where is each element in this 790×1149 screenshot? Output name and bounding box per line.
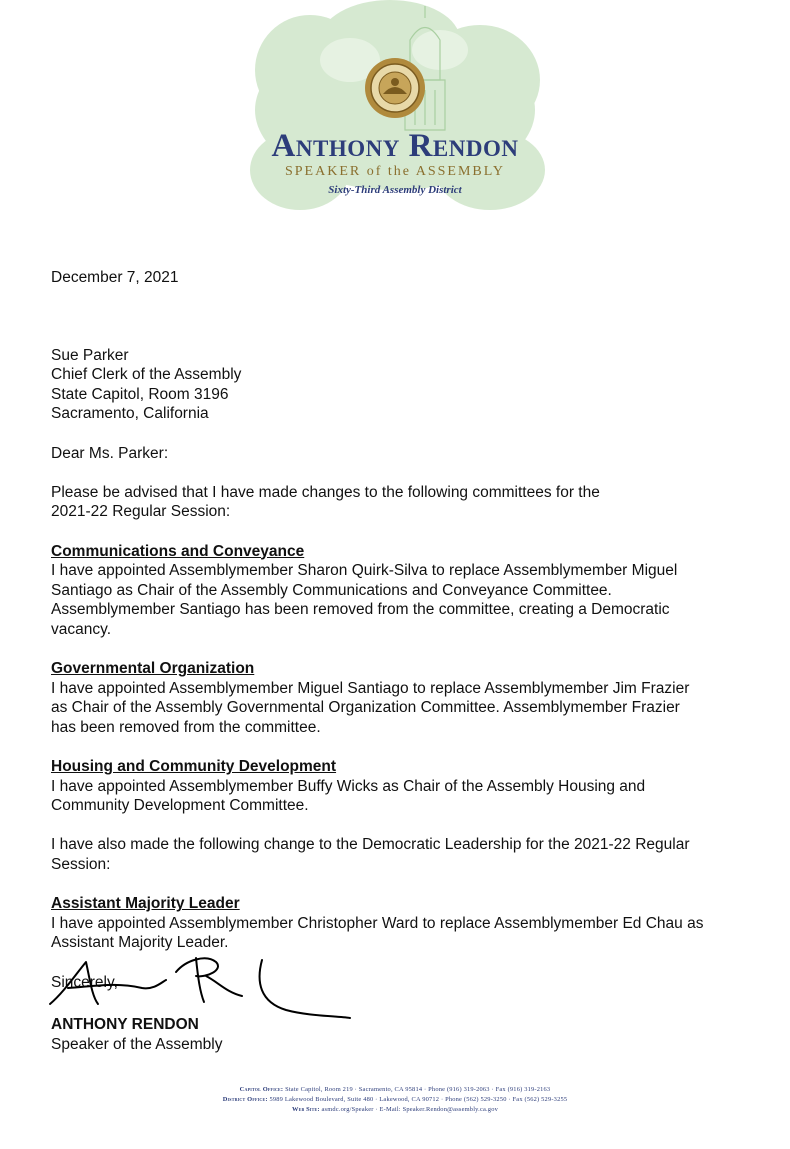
section-line: Assistant Majority Leader. bbox=[51, 934, 229, 952]
section-line: Assemblymember Santiago has been removed from the committee, creating a Democratic bbox=[51, 601, 670, 619]
recipient-title: Chief Clerk of the Assembly bbox=[51, 366, 242, 384]
letterhead-district: Sixty-Third Assembly District bbox=[328, 184, 462, 196]
intro-line: Please be advised that I have made changes to the following committees for the bbox=[51, 483, 600, 501]
letter-date: December 7, 2021 bbox=[51, 269, 179, 286]
intro-line: 2021-22 Regular Session: bbox=[51, 503, 231, 521]
letterhead-name: Anthony Rendon bbox=[271, 128, 519, 164]
signer-title: Speaker of the Assembly bbox=[51, 1036, 223, 1053]
closing: Sincerely, bbox=[51, 973, 118, 991]
also-line: Session: bbox=[51, 856, 111, 874]
committee-heading: Communications and Conveyance bbox=[51, 542, 305, 560]
letterhead bbox=[0, 0, 790, 240]
recipient-address bbox=[51, 346, 751, 424]
leadership-intro bbox=[51, 835, 751, 874]
section-line: as Chair of the Assembly Governmental Organization Committee. Assemblymember Frazier bbox=[51, 699, 680, 717]
recipient-address-line: Sacramento, California bbox=[51, 405, 209, 423]
section-line: has been removed from the committee. bbox=[51, 718, 321, 736]
footer-label: Web Site: bbox=[291, 1106, 320, 1113]
section-line: vacancy. bbox=[51, 620, 112, 638]
section-line: I have appointed Assemblymember Sharon Quirk-Silva to replace Assemblymember Miguel bbox=[51, 562, 678, 580]
intro-paragraph bbox=[51, 483, 751, 522]
footer-line bbox=[0, 1085, 790, 1095]
committee-section bbox=[51, 757, 751, 816]
footer-line bbox=[0, 1105, 790, 1115]
section-line: I have appointed Assemblymember Buffy Wicks as Chair of the Assembly Housing and bbox=[51, 777, 646, 795]
section-line: Santiago as Chair of the Assembly Communications and Conveyance Committee. bbox=[51, 581, 612, 599]
committee-section bbox=[51, 659, 751, 737]
committee-heading: Housing and Community Development bbox=[51, 758, 337, 776]
letterhead-title: SPEAKER of the ASSEMBLY bbox=[284, 164, 505, 179]
footer-text: 5989 Lakewood Boulevard, Suite 480 · Lakewood, CA 90712 · Phone (562) 529-3250 · Fax (562) 529-3255 bbox=[269, 1096, 568, 1103]
footer-line bbox=[0, 1095, 790, 1105]
committee-section bbox=[51, 542, 751, 640]
committee-heading: Governmental Organization bbox=[51, 660, 255, 678]
footer-text: State Capitol, Room 219 · Sacramento, CA 95814 · Phone (916) 319-2063 · Fax (916) 319-2163 bbox=[285, 1086, 551, 1093]
salutation: Dear Ms. Parker: bbox=[51, 444, 169, 462]
leadership-heading: Assistant Majority Leader bbox=[51, 895, 240, 913]
footer-text: asmdc.org/Speaker · E-Mail: Speaker.Rendon@assembly.ca.gov bbox=[321, 1106, 498, 1113]
footer-label: District Office: bbox=[222, 1096, 268, 1103]
california-seal-icon bbox=[363, 56, 427, 120]
recipient-address-line: State Capitol, Room 3196 bbox=[51, 385, 229, 403]
leadership-section bbox=[51, 894, 751, 953]
recipient-name: Sue Parker bbox=[51, 346, 129, 364]
section-line: Community Development Committee. bbox=[51, 797, 309, 815]
section-line: I have appointed Assemblymember Miguel Santiago to replace Assemblymember Jim Frazier bbox=[51, 679, 690, 697]
letter-body bbox=[51, 268, 751, 992]
also-line: I have also made the following change to the Democratic Leadership for the 2021-22 Regular bbox=[51, 836, 690, 854]
signer-name: ANTHONY RENDON bbox=[51, 1016, 199, 1033]
footer-label: Capitol Office: bbox=[239, 1086, 284, 1093]
section-line: I have appointed Assemblymember Christopher Ward to replace Assemblymember Ed Chau as bbox=[51, 914, 704, 932]
footer bbox=[0, 1085, 790, 1115]
